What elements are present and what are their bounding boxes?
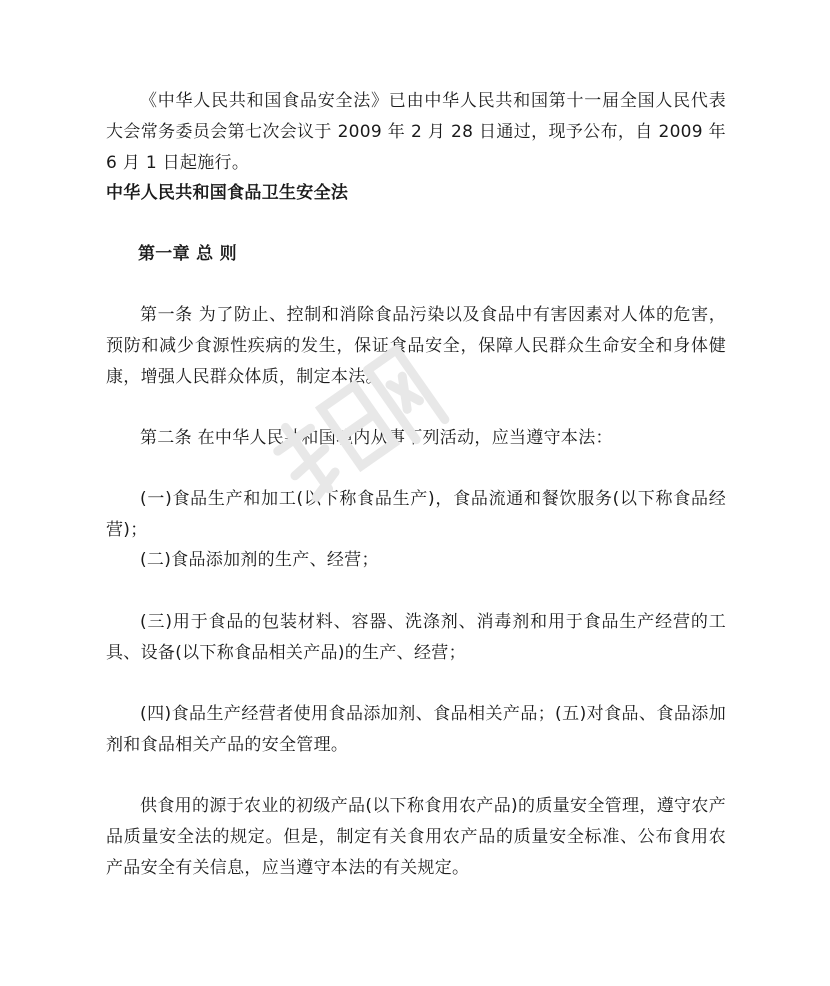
list-item-2: (二)食品添加剂的生产、经营； [140,550,379,570]
law-title: 中华人民共和国食品卫生安全法 [106,183,349,203]
article-1: 第一条 为了防止、控制和消除食品污染以及食品中有害因素对人体的危害，预防和减少食源性疾病的发生，保证食品安全，保障人民群众生命安全和身体健康，增强人民群众体质，制定本法。 [106,305,726,387]
article-2: 第二条 在中华人民共和国境内从事下列活动，应当遵守本法： [140,428,613,448]
list-item-3: (三)用于食品的包装材料、容器、洗涤剂、消毒剂和用于食品生产经营的工具、设备(以下称食品相关产品)的生产、经营； [106,612,726,663]
intro-paragraph: 《中华人民共和国食品安全法》已由中华人民共和国第十一届全国人民代表大会常务委员会第七次会议于 2009 年 2 月 28 日通过，现予公布，自 2009 年 6 月 1 日起施行。 [106,91,726,173]
list-item-4: (四)食品生产经营者使用食品添加剂、食品相关产品；(五)对食品、食品添加剂和食品相关产品的安全管理。 [106,704,726,755]
paragraph-agriculture: 供食用的源于农业的初级产品(以下称食用农产品)的质量安全管理，遵守农产品质量安全法的规定。但是，制定有关食用农产品的质量安全标准、公布食用农产品安全有关信息，应当遵守本法的有关规定。 [106,796,726,878]
chapter-heading: 第一章 总 则 [138,244,237,264]
list-item-1: (一)食品生产和加工(以下称食品生产)，食品流通和餐饮服务(以下称食品经营)； [106,489,726,540]
